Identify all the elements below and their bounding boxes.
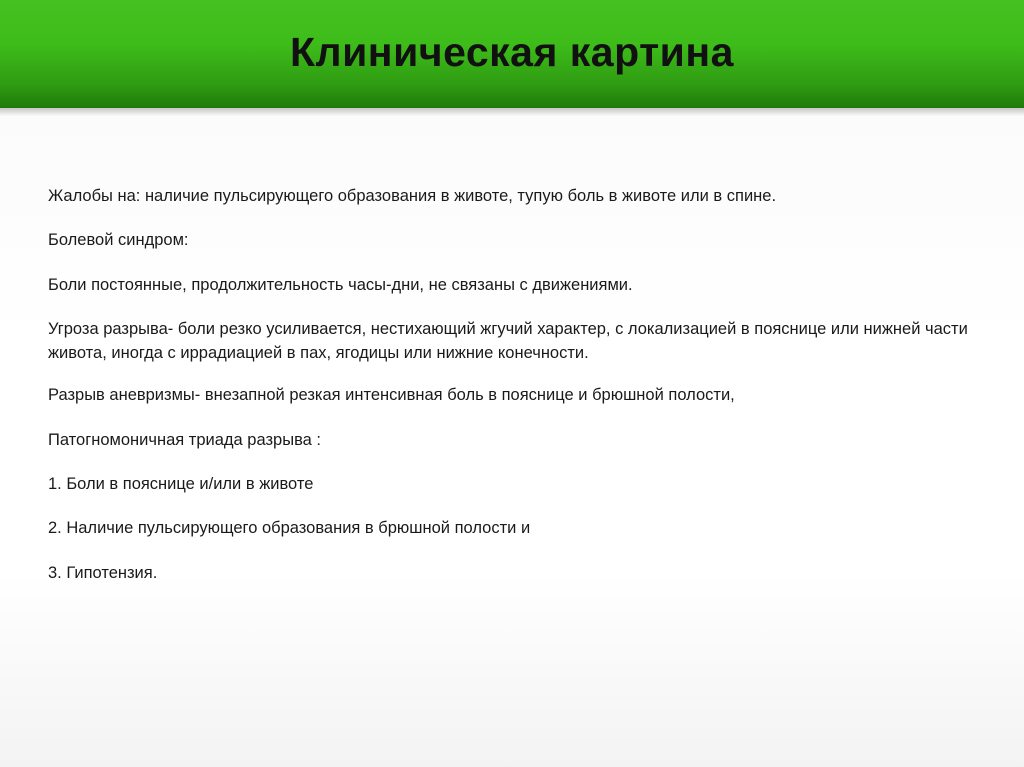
slide-body — [0, 117, 1024, 767]
paragraph-triad-heading: Патогномоничная триада разрыва : — [48, 430, 321, 449]
content-block — [48, 185, 978, 606]
paragraph-rupture-threat: Угроза разрыва- боли резко усиливается, нестихающий жгучий характер, с локализацией в пояснице или нижней части живота, иногда с иррадиацией в пах, ягодицы или нижние конечности. — [48, 320, 968, 362]
list-item-triad-2: 2. Наличие пульсирующего образования в брюшной полости и — [48, 519, 531, 538]
paragraph-complaints: Жалобы на: наличие пульсирующего образования в животе, тупую боль в животе или в спине. — [48, 187, 777, 205]
page-title: Клиническая картина — [290, 28, 734, 75]
list-item-triad-3: 3. Гипотензия. — [48, 563, 158, 582]
paragraph-pain-constant: Боли постоянные, продолжительность часы-дни, не связаны с движениями. — [48, 275, 633, 294]
paragraph-pain-syndrome-heading: Болевой синдром: — [48, 231, 189, 250]
title-band-shadow — [0, 108, 1024, 117]
slide-title-band — [0, 0, 1024, 108]
paragraph-aneurysm-rupture: Разрыв аневризмы- внезапной резкая интенсивная боль в пояснице и брюшной полости, — [48, 386, 735, 405]
list-item-triad-1: 1. Боли в пояснице и/или в животе — [48, 474, 314, 493]
